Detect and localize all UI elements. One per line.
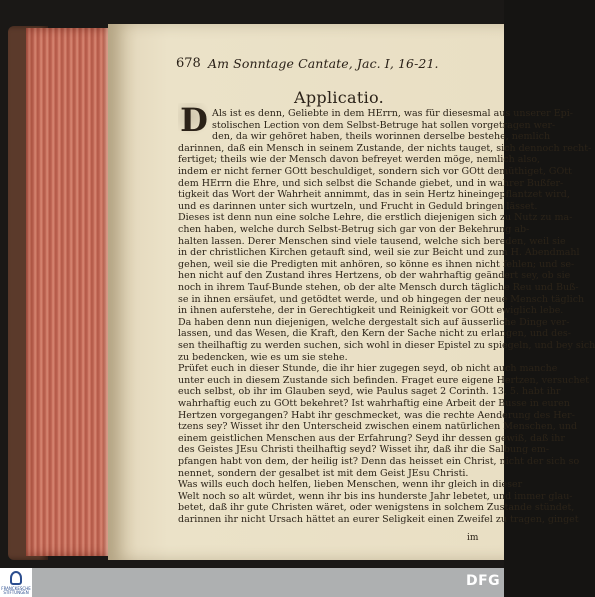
section-title: Applicatio. (294, 88, 385, 107)
text-line: Da haben denn nun diejenigen, welche dergestalt sich auf äusserliche Dinge ver- (178, 316, 570, 328)
dfg-logo[interactable]: DFG (466, 573, 501, 589)
text-line: und es darinnen unter sich wurtzeln, und Frucht in Geduld bringen lässet. (178, 200, 538, 212)
text-line: in der christlichen Kirchen getauft sind, weil sie zur Beicht und zum H. Abendmahl (178, 247, 580, 259)
text-line: dem HErrn die Ehre, und sich selbst die Schande giebet, und in wahrer Bußfer- (178, 177, 564, 189)
text-line: noch in ihrem Tauf-Bunde stehen, ob der alte Mensch durch tägliche Reu und Buß- (178, 282, 579, 293)
text-line: Hertzen vorgegangen? Habt ihr geschmecket, was die rechte Aenderung des Her- (178, 409, 575, 421)
text-line: tzens sey? Wisset ihr den Unterscheid zwischen einem natürlichen Menschen, und (178, 421, 578, 433)
logo-text: FRANCKESCHE STIFTUNGEN (1, 586, 31, 595)
text-line: unter euch in diesem Zustande sich befinden. Fraget eure eigene Hertzen, versuchet (178, 374, 590, 386)
text-line: zu bedencken, wie es um sie stehe. (178, 351, 348, 363)
running-head-title: Am Sonntage Cantate, Jac. I, 16-21. (208, 56, 439, 71)
text-line: Prüfet euch in dieser Stunde, die ihr hier zugegen seyd, ob nicht auch manche (178, 363, 558, 375)
text-line: euch selbst, ob ihr im Glauben seyd, wie Paulus saget 2 Corinth. 13, 5. habt ihr (178, 386, 561, 398)
text-line: Als ist es denn, Geliebte in dem HErrn, was für diesesmal aus unserer Epi- (212, 108, 573, 119)
page-number: 678 (176, 56, 201, 71)
drop-cap: D (178, 103, 210, 137)
text-line: indem er nicht ferner GOtt beschuldiget, sondern sich vor GOtt demüthiget, GOtt (178, 166, 572, 177)
text-line: Was wills euch doch helfen, lieben Menschen, wenn ihr gleich in dieser (178, 479, 523, 491)
text-line: fertiget; theils wie der Mensch davon befreyet werden möge, nemlich also, (178, 154, 541, 166)
text-line: tigkeit das Wort der Wahrheit annimmt, das in sein Hertz hineingepflantzet wird, (178, 189, 570, 201)
text-line: des Geistes JEsu Christi theilhaftig seyd? Wisset ihr, daß ihr die Salbung em- (178, 444, 550, 456)
page-edges (26, 28, 112, 556)
text-line: pfangen habt von dem, der heilig ist? Denn das heisset ein Christ, nicht der sich so (178, 456, 580, 467)
text-line: in ihnen auferstehe, der in Gerechtigkeit und Reinigkeit vor GOtt ewiglich lebe. (178, 305, 564, 317)
logo-emblem-icon (10, 571, 22, 585)
text-line: halten lassen. Derer Menschen sind viele tausend, welche sich bereden, weil sie (178, 235, 566, 247)
text-line: chen haben, welche durch Selbst-Betrug sich gar von der Bekehrung ab- (178, 224, 530, 235)
text-line: einem geistlichen Menschen aus der Erfahrung? Seyd ihr dessen gewiß, daß ihr (178, 432, 565, 444)
text-line: den, da wir gehöret haben, theils worinnen derselbe bestehe, nemlich (212, 131, 551, 143)
text-line: nennet, sondern der gesalbet ist mit dem Geist JEsu Christi. (178, 467, 469, 479)
institution-logo[interactable] (0, 568, 32, 597)
text-line: lassen, und das Wesen, die Kraft, den Kern der Sache nicht zu erlangen, und des- (178, 328, 571, 340)
text-line: darinnen ihr nicht Ursach hättet an eurer Seligkeit einen Zweifel zu tragen, ginget (178, 514, 579, 525)
viewer-footer-bar (0, 568, 504, 597)
text-line: stolischen Lection von dem Selbst-Betruge hat sollen vorgetragen wer- (212, 119, 556, 131)
running-head (176, 56, 496, 76)
text-line: gehen, weil sie die Predigten mit anhören, so könne es ihnen nicht fehlen; und se- (178, 258, 575, 270)
text-line: hen nicht auf den Zustand ihres Hertzens, ob der wahrhaftig geändert sey, ob sie (178, 270, 571, 282)
text-line: darinnen, daß ein Mensch in seinem Zustande, der nichts tauget, sich dennoch recht- (178, 142, 592, 154)
text-line: sen theilhaftig zu werden suchen, sich wohl in dieser Epistel zu spiegeln, und bey sich (178, 340, 595, 351)
text-line: se in ihnen ersäufet, und getödtet werde, und ob hingegen der neue Mensch täglich (178, 293, 585, 305)
text-line: Welt noch so alt würdet, wenn ihr bis ins hunderste Jahr lebetet, und immer glau- (178, 490, 573, 502)
text-line: betet, daß ihr gute Christen wäret, oder wenigstens in solchem Zustande stündet, (178, 502, 575, 514)
text-line: Dieses ist denn nun eine solche Lehre, die erstlich diejenigen sich zu Nutz zu ma- (178, 212, 573, 224)
text-line: wahrhaftig euch zu GOtt bekehret? Ist wahrhaftig eine Arbeit der Busse in euren (178, 398, 570, 409)
catchword: im (467, 533, 479, 543)
